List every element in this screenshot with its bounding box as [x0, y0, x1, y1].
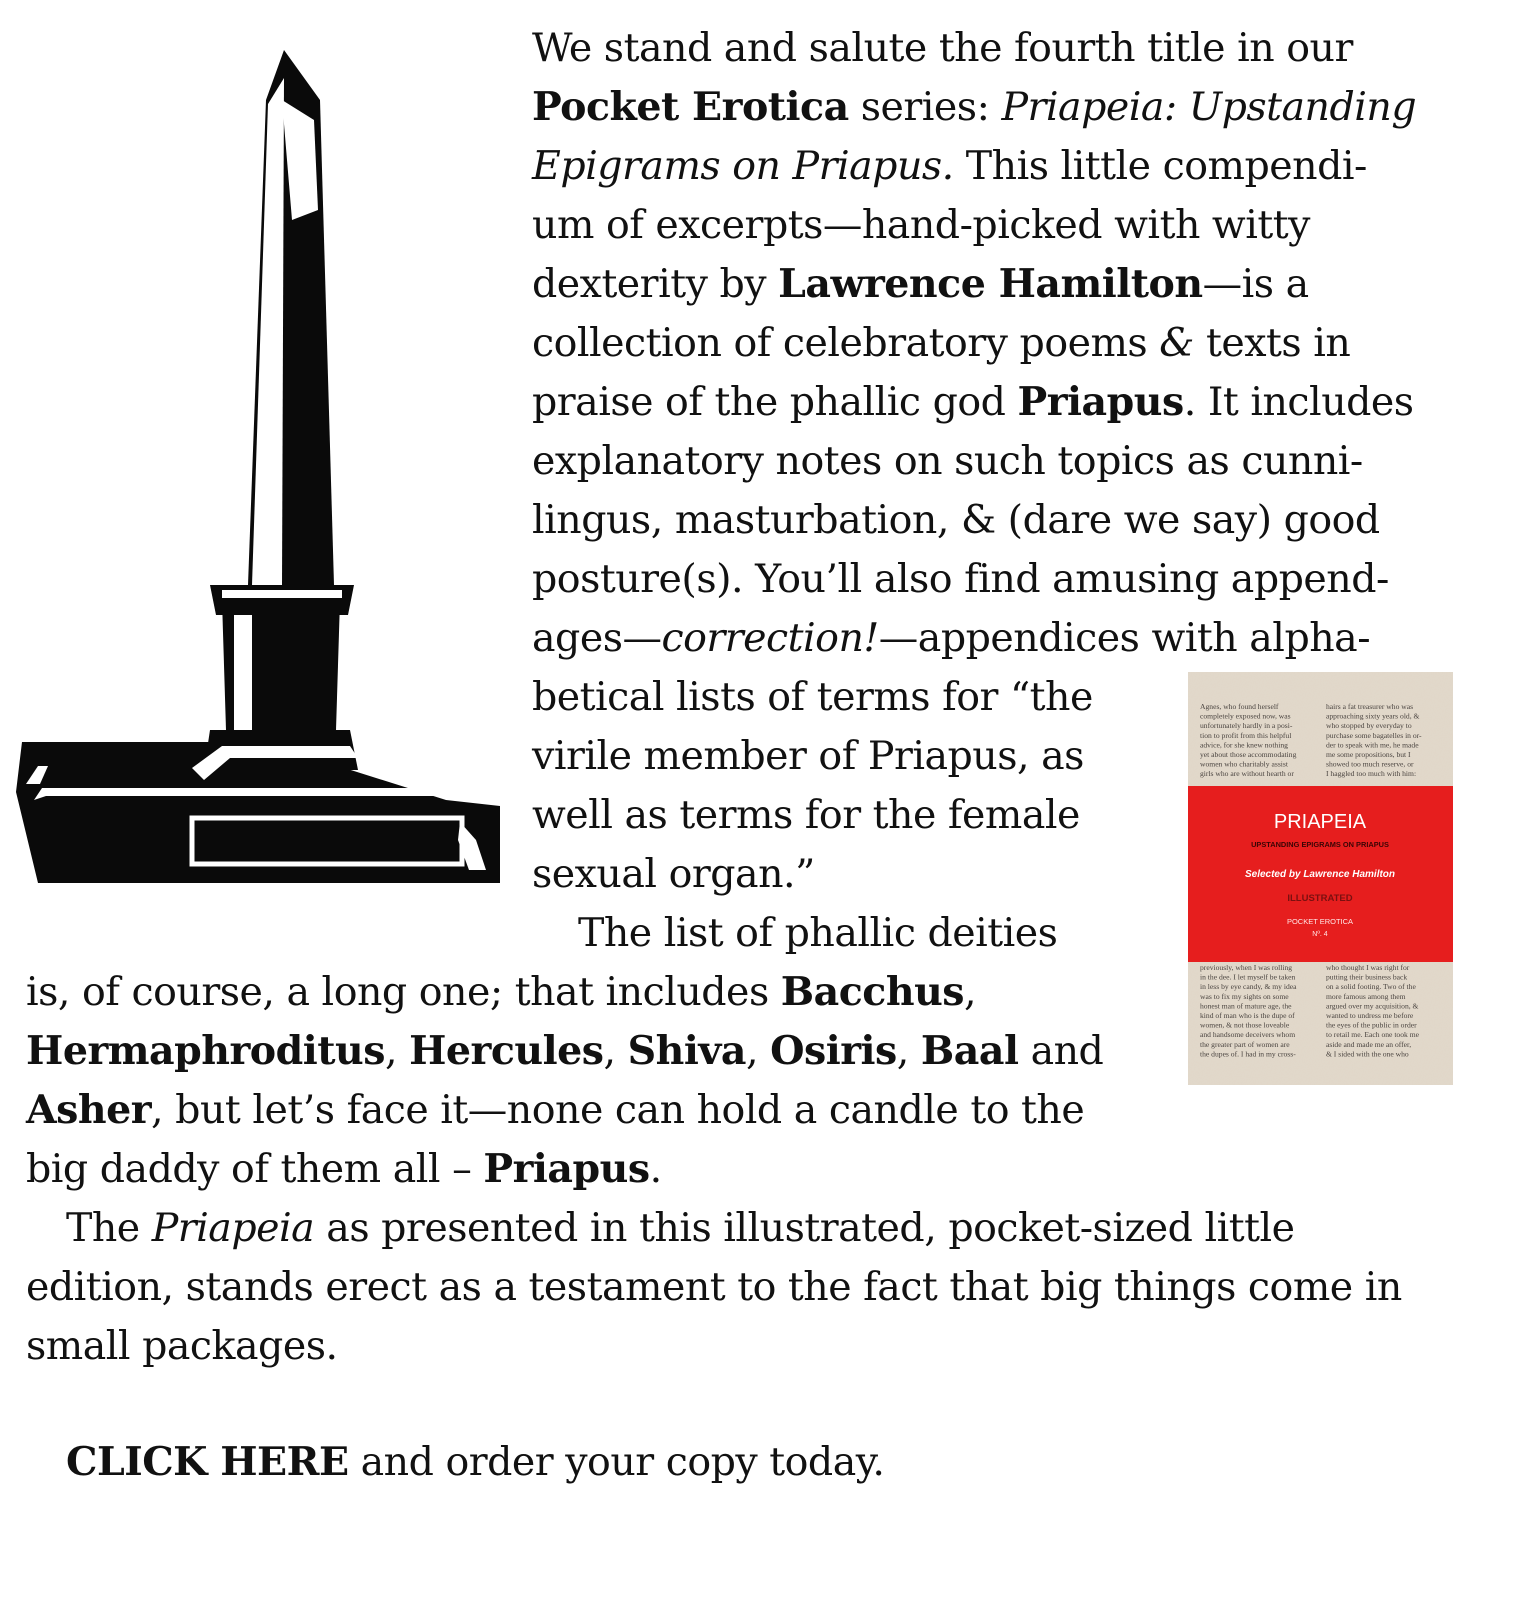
cover-background-text: der to speak with me, he made	[1326, 740, 1419, 750]
text-run: ,	[384, 1028, 410, 1074]
cover-illustrated: ILLUSTRATED	[1287, 893, 1353, 904]
cover-background-text: Agnes, who found herself	[1200, 702, 1279, 711]
text-run: posture(s). You’ll also find amusing append-	[532, 556, 1389, 602]
cover-background-text: girls who are without hearth or	[1200, 769, 1294, 779]
text-run: We stand and salute the fourth title in our	[532, 25, 1353, 71]
body-line	[66, 1199, 1295, 1258]
bold-text: Priapus	[483, 1146, 650, 1192]
italic-text: correction!	[661, 615, 879, 661]
body-line	[26, 1081, 1084, 1140]
text-run: big daddy of them all –	[26, 1146, 484, 1192]
body-line	[532, 550, 1389, 609]
text-run: . It includes	[1183, 379, 1414, 425]
body-line	[26, 1258, 1402, 1317]
body-line	[532, 78, 1416, 137]
text-run: ,	[964, 969, 977, 1015]
cover-background-text: the dupes of. I had in my cross-	[1200, 1049, 1296, 1059]
text-run: series:	[848, 84, 1002, 130]
text-run: ,	[745, 1028, 771, 1074]
text-run: praise of the phallic god	[532, 379, 1018, 425]
text-run: virile member of Priapus, as	[532, 733, 1084, 779]
cover-title: PRIAPEIA	[1273, 811, 1367, 833]
cover-background-text: women, & not those loveable	[1200, 1020, 1290, 1030]
cover-background-text: hairs a fat treasurer who was	[1326, 702, 1414, 711]
body-line	[26, 1317, 338, 1376]
text-run: texts in	[1193, 320, 1351, 366]
bold-text: Hermaphroditus	[26, 1028, 385, 1074]
body-line	[532, 432, 1363, 491]
cover-background-text: more famous among them	[1326, 991, 1406, 1001]
book-cover-art	[1188, 672, 1453, 1085]
cover-background-text: putting their business back	[1326, 972, 1408, 982]
bold-text: Baal	[920, 1028, 1019, 1074]
bold-text: Pocket Erotica	[532, 84, 849, 130]
cover-background-text: purchase some bagatelles in or-	[1326, 730, 1422, 740]
text-run: as presented in this illustrated, pocket-sized little	[314, 1205, 1295, 1251]
bold-text: Bacchus	[780, 969, 965, 1015]
body-line	[26, 1022, 1103, 1081]
bold-text: Hercules	[409, 1028, 604, 1074]
text-run: —appendices with alpha-	[878, 615, 1371, 661]
click-here-link[interactable]: CLICK HERE	[66, 1439, 349, 1485]
bold-text: Lawrence Hamilton	[778, 261, 1203, 307]
cover-selected-by: Selected by Lawrence Hamilton	[1244, 869, 1396, 880]
cover-background-text: in less by eye candy, & my idea	[1200, 982, 1297, 992]
bold-text: Shiva	[627, 1028, 746, 1074]
cover-background-text: honest man of mature age, the	[1200, 1001, 1292, 1011]
body-line	[532, 845, 815, 904]
obelisk-on-book-icon	[14, 40, 504, 890]
body-line	[532, 609, 1370, 668]
text-run: edition, stands erect as a testament to the fact that big things come in	[26, 1264, 1402, 1310]
cover-background-text: advice, for she knew nothing	[1200, 740, 1288, 750]
cover-background-text: previously, when I was rolling	[1200, 963, 1293, 972]
text-run: This little compendi-	[953, 143, 1367, 189]
body-line	[532, 668, 1093, 727]
text-run: The	[66, 1205, 152, 1251]
text-run: explanatory notes on such topics as cunni-	[532, 438, 1363, 484]
cover-background-text: & I sided with the one who	[1326, 1049, 1409, 1059]
cover-background-text: aside and made me an offer,	[1326, 1039, 1412, 1049]
cover-background-text: kind of man who is the dupe of	[1200, 1011, 1295, 1020]
text-run: dexterity by	[532, 261, 779, 307]
text-run: betical lists of terms for “the	[532, 674, 1093, 720]
body-line	[532, 137, 1367, 196]
cover-background-text: the eyes of the public in order	[1326, 1020, 1417, 1030]
italic-text: &	[1159, 320, 1194, 366]
body-line	[532, 727, 1084, 786]
cover-background-text: I haggled too much with him:	[1326, 769, 1417, 779]
cover-background-text: tion to profit from this helpful	[1200, 730, 1292, 740]
text-run: um of excerpts—hand-picked with witty	[532, 202, 1310, 248]
book-cover-image[interactable]	[1188, 672, 1453, 1085]
bold-text: Osiris	[770, 1028, 897, 1074]
cover-background-text: argued over my acquisition, &	[1326, 1001, 1419, 1011]
cover-background-text: yet about those accommodating	[1200, 750, 1297, 759]
text-run: small packages.	[26, 1323, 338, 1369]
body-line	[532, 19, 1353, 78]
cover-background-text: completely exposed now, was	[1200, 711, 1291, 721]
body-line	[26, 1140, 662, 1199]
cover-number: Nº. 4	[1312, 931, 1328, 938]
cover-background-text: showed too much reserve, or	[1326, 759, 1414, 769]
italic-text: Priapeia	[151, 1205, 315, 1251]
cover-background-text: me some propositions, but I	[1326, 750, 1411, 759]
body-line	[532, 255, 1309, 314]
cover-subtitle: UPSTANDING EPIGRAMS ON PRIAPUS	[1251, 840, 1389, 849]
cover-background-text: in the dee. I let myself be taken	[1200, 972, 1296, 982]
text-run: sexual organ.”	[532, 851, 815, 897]
text-run: ages—	[532, 615, 662, 661]
bold-text: Priapus	[1017, 379, 1184, 425]
cover-series: POCKET EROTICA	[1286, 917, 1354, 926]
text-run: —is a	[1202, 261, 1309, 307]
cover-background-text: who thought I was right for	[1326, 963, 1410, 972]
cover-background-text: and handsome deceivers whom	[1200, 1030, 1296, 1040]
italic-text: Epigrams on Priapus.	[532, 143, 954, 189]
text-run: .	[649, 1146, 662, 1192]
text-run: and	[1018, 1028, 1104, 1074]
text-run: ,	[603, 1028, 628, 1074]
call-to-action	[66, 1433, 884, 1492]
body-line	[532, 491, 1380, 550]
cover-background-text: was to fix my sights on some	[1200, 991, 1289, 1001]
body-line	[532, 314, 1350, 373]
cover-background-text: to retail me. Each one took me	[1326, 1030, 1419, 1040]
text-run: well as terms for the female	[532, 792, 1080, 838]
text-run: ,	[896, 1028, 921, 1074]
cover-background-text: unfortunately hardly in a posi-	[1200, 721, 1293, 731]
cover-background-text: the greater part of women are	[1200, 1039, 1290, 1049]
body-line	[26, 963, 976, 1022]
text-run: The list of phallic deities	[578, 910, 1058, 956]
cover-background-text: who stopped by everyday to	[1326, 721, 1412, 731]
text-run: collection of celebratory poems	[532, 320, 1160, 366]
cta-text: and order your copy today.	[348, 1439, 885, 1485]
bold-text: Asher	[26, 1087, 152, 1133]
cover-background-text: women who charitably assist	[1200, 759, 1288, 769]
text-run: lingus, masturbation, & (dare we say) good	[532, 497, 1380, 543]
body-line	[532, 196, 1310, 255]
body-line	[532, 373, 1414, 432]
cover-background-text: wanted to undress me before	[1326, 1011, 1414, 1020]
cover-background-text: on a solid footing. Two of the	[1326, 982, 1416, 992]
italic-text: Priapeia: Upstanding	[1001, 84, 1417, 130]
body-line	[532, 786, 1080, 845]
text-run: is, of course, a long one; that includes	[26, 969, 781, 1015]
cover-background-text: approaching sixty years old, &	[1326, 711, 1420, 721]
body-line	[578, 904, 1057, 963]
text-run: , but let’s face it—none can hold a candle to the	[151, 1087, 1085, 1133]
